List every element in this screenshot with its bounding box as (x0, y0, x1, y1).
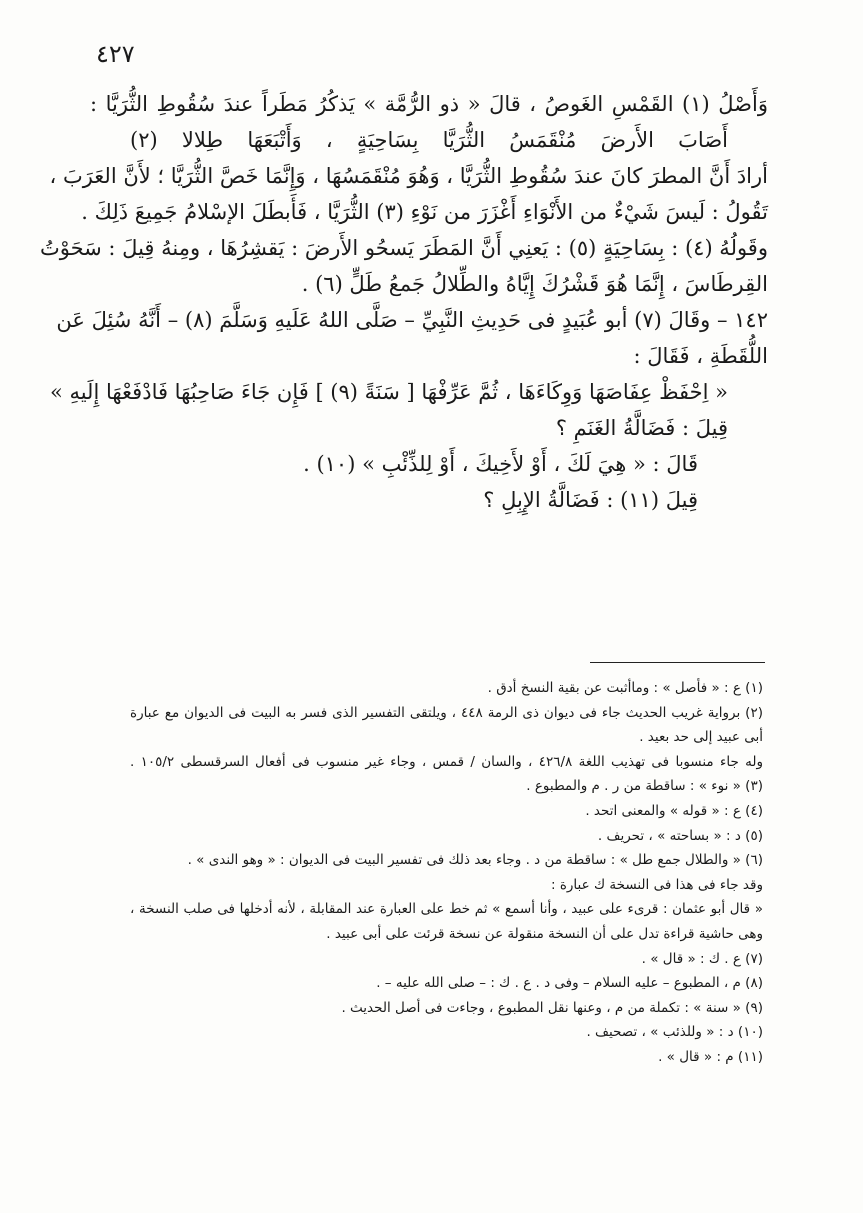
main-text (39, 86, 768, 518)
footnote-4: (٤) ع : « قوله » والمعنى اتحد . (585, 802, 763, 819)
footnote-1: (١) ع : « فأصل » : وماأثبت عن بقية النسخ أدق . (487, 680, 763, 696)
question-line-2: قِيلَ (١١) : فَضَالَّةُ الإِبِلِ ؟ (483, 488, 698, 512)
footnote-9: (٩) « سنة » : تكملة من م ، وعنها نقل المطبوع ، وجاءت فى أصل الحديث . (341, 999, 763, 1016)
text-line-6: القِرطَاسَ ، إِنَّمَا هُوَ قَشْرُكَ إِيَّاهُ والطِّلالُ جَمعُ طَلٍّ (٦) . (301, 272, 768, 296)
text-line-3: أرادَ أَنَّ المطرَ كانَ عندَ سُقُوطِ الثُّرَيَّا ، وَهُوَ مُنْقَمَسُهَا ، وَإِنَّمَا خَصَّ الثُّرَيَّا ؛ لأَنَّ العَرَبَ ، (49, 164, 768, 188)
footnote-3: (٣) « نوء » : ساقطة من ر . م والمطبوع . (526, 778, 763, 795)
footnote-10: (١٠) د : « وللذئب » ، تصحيف . (586, 1024, 763, 1041)
text-line-4: تَقُولُ : لَيسَ شَيْءٌ من الأَنْوَاءِ أَغْزَرَ من نَوْءِ (٣) الثُّرَيَّا ، فَأَبطَلَ الإسْلامُ جَمِيعَ ذَلِكَ . (81, 200, 768, 224)
footnote-2-extra: وله جاء منسوبا فى تهذيب اللغة ٤٢٦/٨ ، والسان / قمس ، وجاء غير منسوب فى أفعال السرقسطى ١٠٥/٢ . (130, 753, 763, 770)
footnote-11: (١١) م : « قال » . (658, 1048, 763, 1065)
footnote-5: (٥) د : « بساحته » ، تحريف . (597, 827, 763, 844)
question-line-1: قِيلَ : فَضَالَّةُ الغَنَمِ ؟ (555, 416, 728, 440)
footnote-7: (٧) ع . ك : « قال » . (641, 950, 763, 967)
text-line-8: اللُّقَطَةِ ، فَقَالَ : (633, 344, 768, 368)
text-line-1: وَأَصْلُ (١) القَمْسِ الغَوصُ ، قالَ « ذو الرُّمَّة » يَذكُرُ مَطَراً عندَ سُقُوطِ الثُّرَيَّا : (90, 92, 768, 116)
footnote-6-quote: « قال أبو عثمان : قرىء على عبيد ، وأنا أسمع » ثم خط على العبارة عند المقابلة ، لأنه أدخلها فى صلب النسخة ، (130, 901, 763, 918)
hadith-heading-line: ١٤٢ – وقَالَ (٧) أبو عُبَيدٍ فى حَدِيثِ النَّبِيِّ – صَلَّى اللهُ عَلَيهِ وَسَلَّمَ (٨) – أَنَّهُ سُئِلَ عَن (56, 308, 768, 332)
footnote-6: (٦) « والطلال جمع طل » : ساقطة من د . وجاء بعد ذلك فى تفسير البيت فى الديوان : « وهو الندى » . (187, 852, 763, 869)
footnote-separator (590, 662, 765, 663)
text-line-5: وقَولُهُ (٤) : بِسَاحِيَةٍ (٥) : يَعنِي أَنَّ المَطَرَ يَسحُو الأَرضَ : يَقشِرُهَا ، ومِنهُ قِيلَ : سَحَوْتُ (39, 236, 768, 260)
footnote-8: (٨) م ، المطبوع – عليه السلام – وفى د . ع . ك : – صلى الله عليه – . (376, 975, 763, 992)
answer-line-1: قَالَ : « هِيَ لَكَ ، أَوْ لأَخِيكَ ، أَوْ لِلذِّئْبِ » (١٠) . (303, 452, 698, 476)
hadith-quote-line: « اِحْفَظْ عِفَاصَهَا وَوِكَاءَهَا ، ثُمَّ عَرِّفْهَا [ سَنَةً (٩) ] فَإِن جَاءَ صَاحِبُهَا فَادْفَعْهَا إِلَيهِ » (49, 380, 728, 404)
footnote-6-end: وهى حاشية قراءة تدل على أن النسخة منقولة عن نسخة قرئت على أبى عبيد . (326, 925, 763, 942)
footnote-6-cont: وقد جاء فى هذا فى النسخة ك عبارة : (550, 876, 763, 893)
page-number: ٤٢٧ (96, 40, 135, 68)
footnote-2-cont: أبى عبيد إلى حد بعيد . (639, 729, 763, 746)
footnotes (130, 676, 763, 1070)
verse-line: أَصَابَ الأَرضَ مُنْقَمَسُ الثُّرَيَّا بِسَاحِيَةٍ ، وَأَتْبَعَهَا طِلالا (٢) (130, 128, 728, 152)
footnote-2: (٢) برواية غريب الحديث جاء فى ديوان ذى الرمة ٤٤٨ ، ويلتقى التفسير الذى فسر به البيت فى الديوان مع عبارة (130, 704, 763, 721)
